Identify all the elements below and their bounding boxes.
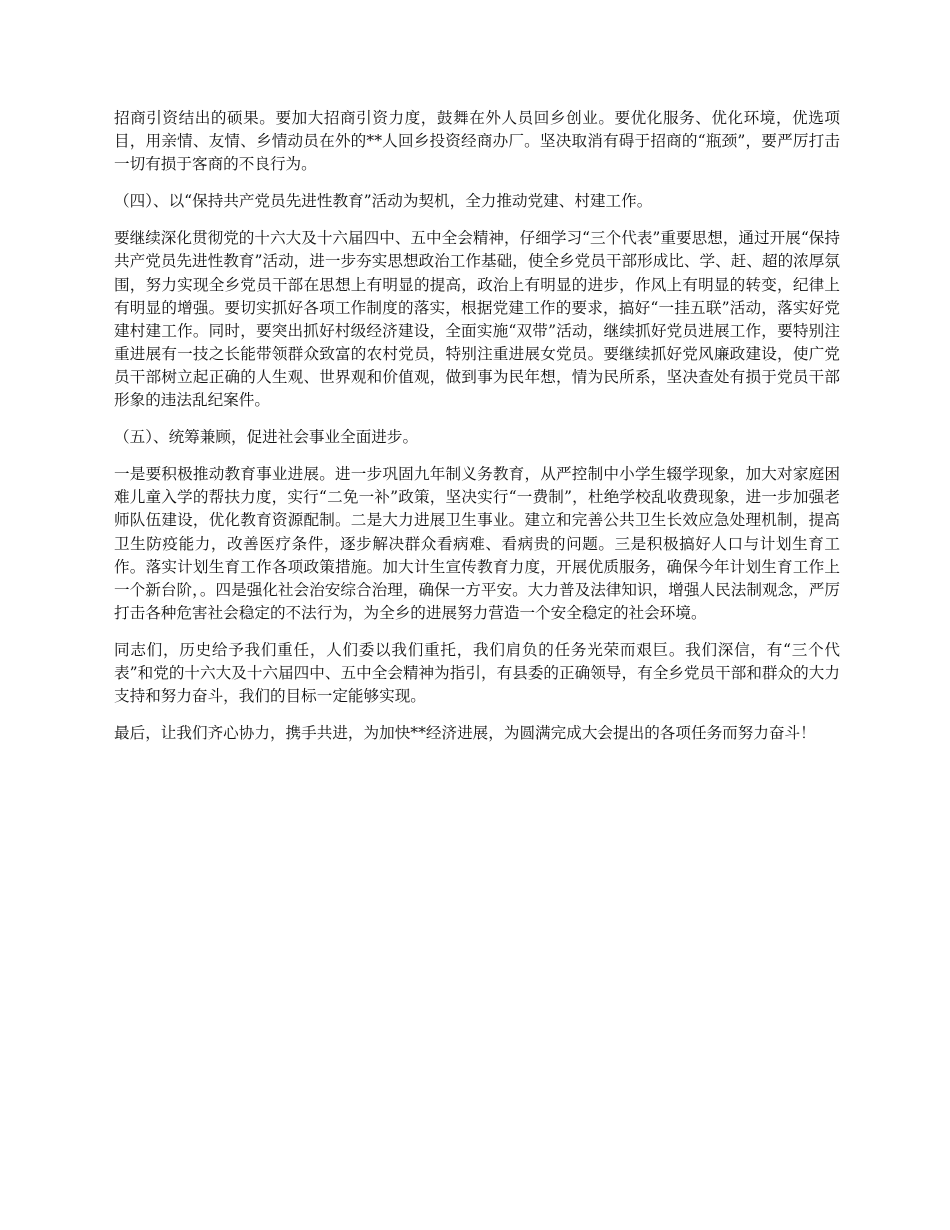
paragraph-party-building: 要继续深化贯彻党的十六大及十六届四中、五中全会精神，仔细学习“三个代表”重要思想，通过开展“保持共产党员先进性教育”活动，进一步夯实思想政治工作基础，使全乡党员干部形成比、学、赶、超的浓厚氛围，努力实现全乡党员干部在思想上有明显的提高，政治上有明显的进步，作风上有明显的转变，纪律上有明显的增强。要切实抓好各项工作制度的落实，根据党建工作的要求，搞好“一挂五联”活动，落实好党建村建工作。同时，要突出抓好村级经济建设，全面实施“双带”活动，继续抓好党员进展工作，要特别注重进展有一技之长能带领群众致富的农村党员，特别注重进展女党员。要继续抓好党风廉政建设，使广党员干部树立起正确的人生观、世界观和价值观，做到事为民年想，情为民所系，坚决查处有损于党员干部形象的违法乱纪案件。 — [114, 229, 840, 410]
document-body — [114, 107, 840, 759]
paragraph-comrades: 同志们，历史给予我们重任，人们委以我们重托，我们肩负的任务光荣而艰巨。我们深信，有“三个代表”和党的十六大及十六届四中、五中全会精神为指引，有县委的正确领导，有全乡党员干部和群众的大力支持和努力奋斗，我们的目标一定能够实现。 — [114, 640, 840, 706]
paragraph-closing: 最后，让我们齐心协力，携手共进，为加快**经济进展，为圆满完成大会提出的各项任务而努力奋斗！ — [114, 724, 816, 743]
paragraph-investment: 招商引资结出的硕果。要加大招商引资力度，鼓舞在外人员回乡创业。要优化服务、优化环境，优选项目，用亲情、友情、乡情动员在外的**人回乡投资经商办厂。坚决取消有碍于招商的“瓶颈”，要严厉打击一切有损于客商的不良行为。 — [114, 109, 840, 174]
paragraph-social-affairs: 一是要积极推动教育事业进展。进一步巩固九年制义务教育，从严控制中小学生辍学现象，加大对家庭困难儿童入学的帮扶力度，实行“二免一补”政策，坚决实行“一费制”，杜绝学校乱收费现象，进一步加强老师队伍建设，优化教育资源配制。二是大力进展卫生事业。建立和完善公共卫生长效应急处理机制，提高卫生防疫能力，改善医疗条件，逐步解决群众看病难、看病贵的问题。三是积极搞好人口与计划生育工作。落实计划生育工作各项政策措施。加大计生宣传教育力度，开展优质服务，确保今年计划生育工作上一个新台阶，。四是强化社会治安综合治理，确保一方平安。大力普及法律知识，增强人民法制观念，严厉打击各种危害社会稳定的不法行为，为全乡的进展努力营造一个安全稳定的社会环境。 — [114, 465, 840, 622]
section-heading-four: （四）、以“保持共产党员先进性教育”活动为契机，全力推动党建、村建工作。 — [114, 192, 653, 211]
section-heading-five: （五）、统筹兼顾，促进社会事业全面进步。 — [114, 428, 419, 447]
